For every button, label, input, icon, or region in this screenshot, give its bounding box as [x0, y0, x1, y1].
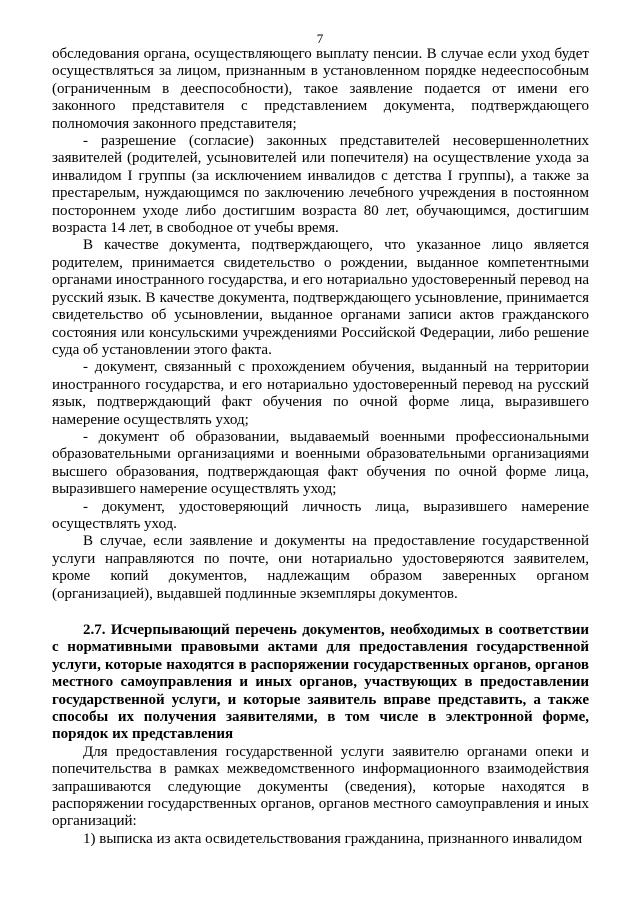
- section-heading: 2.7. Исчерпывающий перечень документов, необходимых в соответствии с нормативными правовыми актами для предоставления государственной услуги, которые находятся в распоряжении государственных органов, органов местного самоуправления и иных органов, участвующих в предоставлении государственной услуги, и которые заявитель вправе представить, а также способы их получения заявителями, в том числе в электронной форме, порядок их представления: [52, 622, 589, 743]
- page-number: 7: [316, 31, 324, 46]
- list-item-permission: - разрешение (согласие) законных представителей несовершеннолетних заявителей (родителей, усыновителей или попечителя) на осуществление ухода за инвалидом I группы (за исключением инвалидов с детства I группы), а также за престарелым, нуждающимся по заключению лечебного учреждения в постоянном постороннем уходе либо достигшим возраста 80 лет, обучающимся, достигшим возраста 14 лет, в свободное от учебы время.: [52, 133, 589, 237]
- list-item-disability-extract: 1) выписка из акта освидетельствования гражданина, признанного инвалидом: [83, 830, 583, 847]
- list-item-study-document: - документ, связанный с прохождением обучения, выданный на территории иностранного государства, и его нотариально удостоверенный перевод на русский язык, подтверждающий факт обучения по очной форме лица, выразившего намерение осуществлять уход;: [52, 359, 589, 428]
- list-item-education-document: - документ об образовании, выдаваемый военными профессиональными образовательными организациями и военными образовательными организациями высшего образования, подтверждающая факт обучения по очной форме лица, выразившего намерение осуществлять уход;: [52, 428, 589, 498]
- paragraph-parent-proof: В качестве документа, подтверждающего, что указанное лицо является родителем, принимается свидетельство о рождении, выданное компетентными органами иностранного государства, и его нотариально удостоверенный перевод на русский язык. В качестве документа, подтверждающего усыновление, принимается свидетельство об усыновлении, выданное органами записи актов гражданского состояния или консульскими учреждениями Российской Федерации, либо решение суда об установлении этого факта.: [52, 237, 589, 358]
- paragraph-interagency-request: Для предоставления государственной услуги заявителю органами опеки и попечительства в рамках межведомственного информационного взаимодействия запрашиваются следующие документы (сведения), которые находятся в распоряжении государственных органов, органов местного самоуправления и иных организаций:: [52, 743, 589, 830]
- paragraph-postal-submission: В случае, если заявление и документы на предоставление государственной услуги направляются по почте, они нотариально удостоверяются заявителем, кроме копий документов, надлежащим образом заверенных органом (организацией), выдавшей подлинные экземпляры документов.: [52, 533, 589, 602]
- paragraph-continuation: обследования органа, осуществляющего выплату пенсии. В случае если уход будет осуществляться за лицом, признанным в установленном порядке недееспособным (ограниченным в дееспособности), такое заявление подается от имени его законного представителя с представлением документа, подтверждающего полномочия законного представителя;: [52, 46, 589, 132]
- document-body: [52, 46, 589, 848]
- list-item-identity-document: - документ, удостоверяющий личность лица, выразившего намерение осуществлять уход.: [52, 498, 589, 532]
